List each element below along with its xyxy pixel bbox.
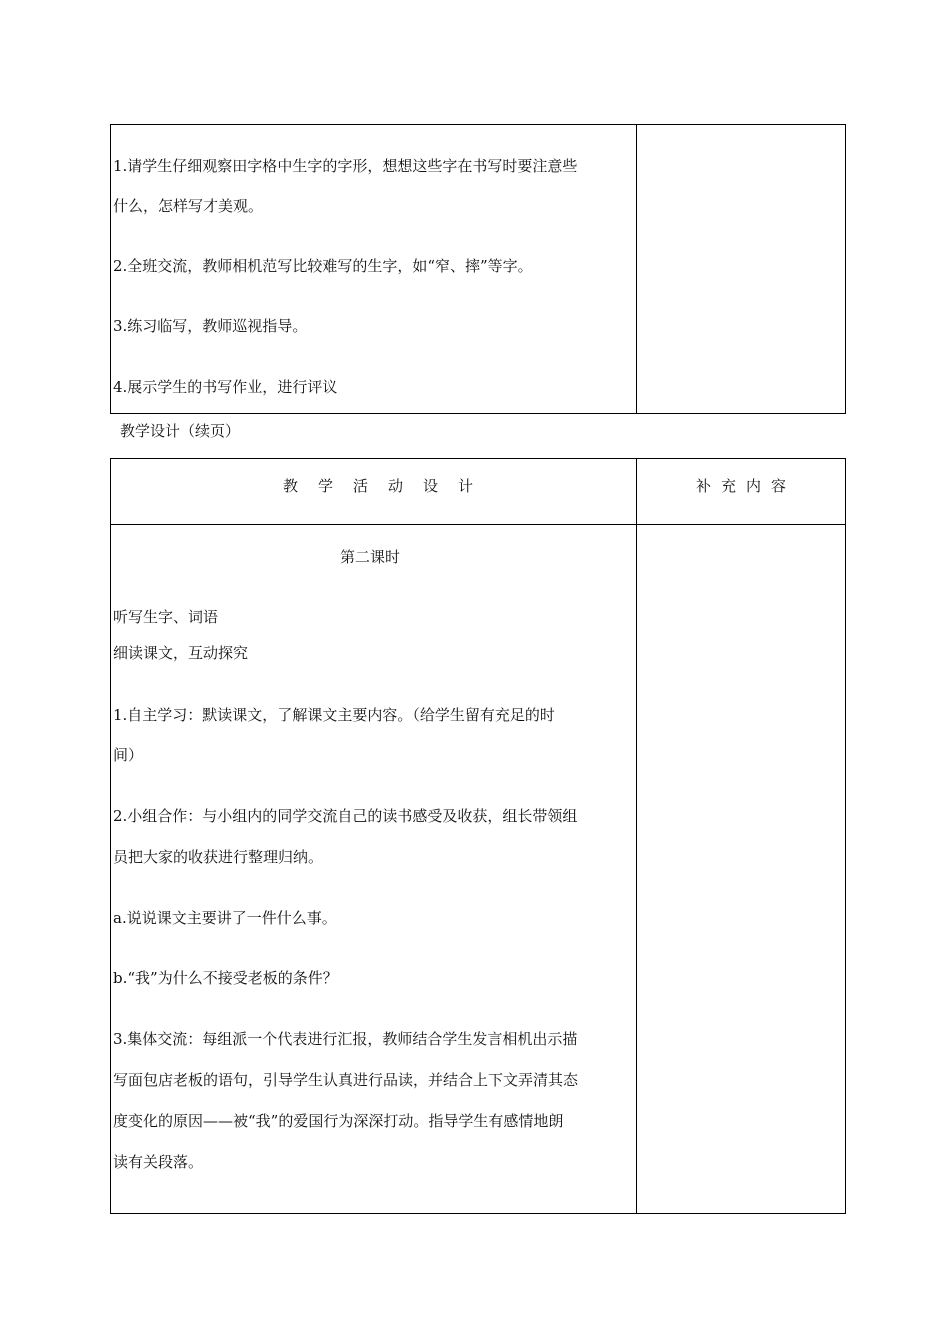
activity-line-5: 2.小组合作：与小组内的同学交流自己的读书感受及收获，组长带领组 xyxy=(113,807,578,825)
activity-line-3: 1.自主学习：默读课文，了解课文主要内容。（给学生留有充足的时 xyxy=(113,706,555,724)
step-2: 2.全班交流，教师相机范写比较难写的生字，如“窄、摔”等字。 xyxy=(113,257,533,275)
lesson-title: 第二课时 xyxy=(340,548,401,566)
table-caption: 教学设计（续页） xyxy=(120,422,241,440)
activity-line-8: b.“我”为什么不接受老板的条件？ xyxy=(113,969,338,987)
activity-line-10: 写面包店老板的语句，引导学生认真进行品读，并结合上下文弄清其态 xyxy=(113,1071,579,1089)
lesson-table-continued xyxy=(110,458,846,1214)
step-3: 3.练习临写，教师巡视指导。 xyxy=(113,317,308,335)
activity-line-12: 读有关段落。 xyxy=(113,1153,204,1171)
table-header-separator xyxy=(110,524,846,525)
header-activity-design: 教学活动设计 xyxy=(283,477,494,495)
table-top-divider xyxy=(636,124,637,414)
activity-line-6: 员把大家的收获进行整理归纳。 xyxy=(113,848,324,866)
activity-line-9: 3.集体交流：每组派一个代表进行汇报，教师结合学生发言相机出示描 xyxy=(113,1030,578,1048)
step-4: 4.展示学生的书写作业，进行评议 xyxy=(113,378,338,396)
activity-line-7: a.说说课文主要讲了一件什么事。 xyxy=(113,909,337,927)
activity-line-1: 听写生字、词语 xyxy=(113,608,219,626)
activity-line-2: 细读课文，互动探究 xyxy=(113,644,249,662)
header-supplement: 补充内容 xyxy=(696,477,797,495)
table-continued-divider xyxy=(636,458,637,1214)
activity-line-4: 间） xyxy=(113,746,144,764)
activity-line-11: 度变化的原因——被“我”的爱国行为深深打动。指导学生有感情地朗 xyxy=(113,1112,564,1130)
step-1-line-1: 1.请学生仔细观察田字格中生字的字形，想想这些字在书写时要注意些 xyxy=(113,157,578,175)
step-1-line-2: 什么，怎样写才美观。 xyxy=(113,197,264,215)
